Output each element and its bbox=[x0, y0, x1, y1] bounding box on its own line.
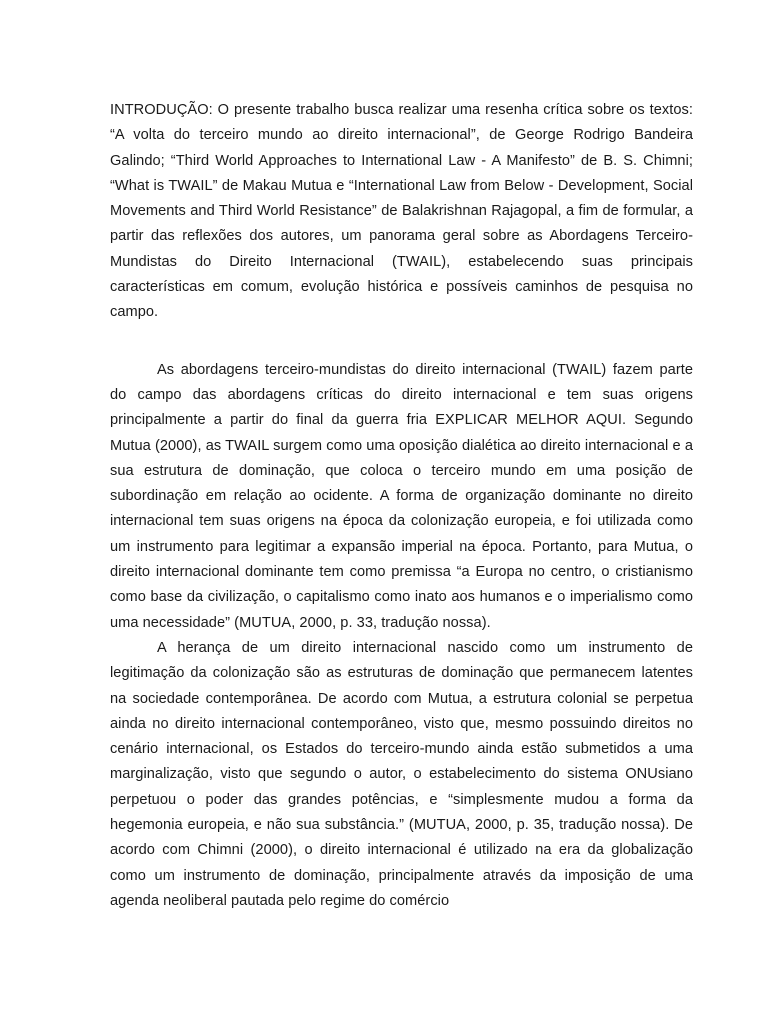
body-paragraph-1: As abordagens terceiro-mundistas do direito internacional (TWAIL) fazem parte do campo das abordagens críticas do direito internacional e tem suas origens principalmente a partir do final da guerra fria EXPLICAR MELHOR AQUI. Segundo Mutua (2000), as TWAIL surgem como uma oposição dialética ao direito internacional e a sua estrutura de dominação, que coloca o terceiro mundo em uma posição de subordinação em relação ao ocidente. A forma de organização dominante no direito internacional tem suas origens na época da colonização europeia, e foi utilizada como um instrumento para legitimar a expansão imperial na época. Portanto, para Mutua, o direito internacional dominante tem como premissa “a Europa no centro, o cristianismo como base da civilização, o capitalismo como inato aos humanos e o imperialismo como uma necessidade” (MUTUA, 2000, p. 33, tradução nossa). bbox=[110, 361, 693, 631]
body-paragraph-2: A herança de um direito internacional nascido como um instrumento de legitimação da colonização são as estruturas de dominação que permanecem latentes na sociedade contemporânea. De acordo com Mutua, a estrutura colonial se perpetua ainda no direito internacional contemporâneo, visto que, mesmo possuindo direitos no cenário internacional, os Estados do terceiro-mundo ainda estão submetidos a uma marginalização, visto que segundo o autor, o estabelecimento do sistema ONUsiano perpetuou o poder das grandes potências, e “simplesmente mudou a forma da hegemonia europeia, e não sua substância.” (MUTUA, 2000, p. 35, tradução nossa). De acordo com Chimni (2000), o direito internacional é utilizado na era da globalização como um instrumento de dominação, principalmente através da imposição de uma agenda neoliberal pautada pelo regime do comércio bbox=[110, 639, 693, 909]
intro-paragraph: INTRODUÇÃO: O presente trabalho busca realizar uma resenha crítica sobre os textos: “A volta do terceiro mundo ao direito internacional”, de George Rodrigo Bandeira Galindo; “Third World Approaches to International Law - A Manifesto” de B. S. Chimni; “What is TWAIL” de Makau Mutua e “International Law from Below - Development, Social Movements and Third World Resistance” de Balakrishnan Rajagopal, a fim de formular, a partir das reflexões dos autores, um panorama geral sobre as Abordagens Terceiro-Mundistas do Direito Internacional (TWAIL), estabelecendo suas principais características em comum, evolução histórica e possíveis caminhos de pesquisa no campo. bbox=[110, 102, 693, 321]
document-page bbox=[110, 98, 693, 914]
paragraph-spacer bbox=[110, 326, 693, 358]
